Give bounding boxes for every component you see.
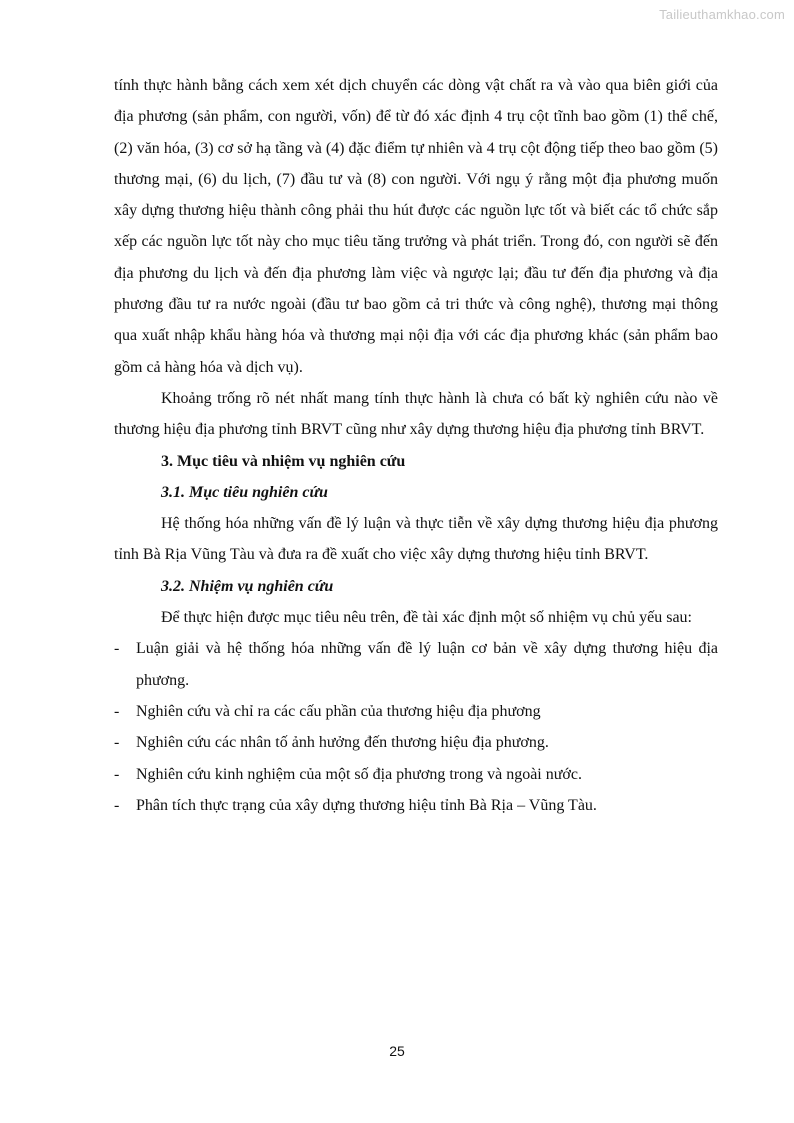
list-dash: - bbox=[114, 640, 120, 658]
paragraph-research-gap: Khoảng trống rõ nét nhất mang tính thực hành là chưa có bất kỳ nghiên cứu nào về thương hiệu địa phương tỉnh BRVT cũng như xây dựng thương hiệu địa phương tỉnh BRVT. bbox=[114, 389, 718, 439]
paragraph-objectives: Hệ thống hóa những vấn đề lý luận và thực tiễn về xây dựng thương hiệu địa phương tỉnh Bà Rịa Vũng Tàu và đưa ra đề xuất cho việc xây dựng thương hiệu tỉnh BRVT. bbox=[114, 515, 718, 564]
list-dash: - bbox=[114, 765, 120, 783]
task-list bbox=[114, 633, 718, 821]
subsection-heading-objectives: 3.1. Mục tiêu nghiên cứu bbox=[161, 483, 328, 501]
paragraph-continuation: tính thực hành bằng cách xem xét dịch chuyển các dòng vật chất ra và vào qua biên giới của địa phương (sản phẩm, con người, vốn) để từ đó xác định 4 trụ cột tĩnh bao gồm (1) thể chế, (2) văn hóa, (3) cơ sở hạ tầng và (4) đặc điểm tự nhiên và 4 trụ cột động tiếp theo bao gồm (5) thương mại, (6) du lịch, (7) đầu tư và (8) con người. Với ngụ ý rằng một địa phương muốn xây dựng thương hiệu thành công phải thu hút được các nguồn lực tốt và biết các tổ chức sắp xếp các nguồn lực tốt này cho mục tiêu tăng trưởng và phát triển. Trong đó, con người sẽ đến địa phương du lịch và đến địa phương làm việc và ngược lại; đầu tư đến địa phương và địa phương đầu tư ra nước ngoài (đầu tư bao gồm cả tri thức và công nghệ), thương mại thông qua xuất nhập khẩu hàng hóa và thương mại nội địa với các địa phương khác (sản phẩm bao gồm cả hàng hóa và dịch vụ). bbox=[114, 77, 718, 376]
watermark-text: Tailieuthamkhao.com bbox=[659, 7, 785, 22]
page-number: 25 bbox=[389, 1043, 405, 1059]
document-body bbox=[114, 70, 718, 821]
subsection-heading-tasks: 3.2. Nhiệm vụ nghiên cứu bbox=[161, 577, 334, 595]
paragraph-tasks-intro: Để thực hiện được mục tiêu nêu trên, đề tài xác định một số nhiệm vụ chủ yếu sau: bbox=[161, 609, 692, 627]
section-heading-objectives-tasks: 3. Mục tiêu và nhiệm vụ nghiên cứu bbox=[161, 452, 406, 470]
list-dash: - bbox=[114, 734, 120, 752]
list-item bbox=[114, 633, 718, 696]
list-dash: - bbox=[114, 796, 120, 814]
list-item-text: Nghiên cứu các nhân tố ảnh hưởng đến thương hiệu địa phương. bbox=[136, 734, 549, 752]
list-item-text: Phân tích thực trạng của xây dựng thương hiệu tỉnh Bà Rịa – Vũng Tàu. bbox=[136, 796, 597, 814]
list-item-text: Nghiên cứu kinh nghiệm của một số địa phương trong và ngoài nước. bbox=[136, 765, 582, 783]
list-item bbox=[114, 790, 718, 821]
list-item-text: Luận giải và hệ thống hóa những vấn đề lý luận cơ bản về xây dựng thương hiệu địa phương. bbox=[136, 640, 718, 689]
list-item bbox=[114, 727, 718, 758]
list-item bbox=[114, 696, 718, 727]
list-item-text: Nghiên cứu và chỉ ra các cấu phần của thương hiệu địa phương bbox=[136, 702, 541, 720]
list-item bbox=[114, 759, 718, 790]
list-dash: - bbox=[114, 702, 120, 720]
